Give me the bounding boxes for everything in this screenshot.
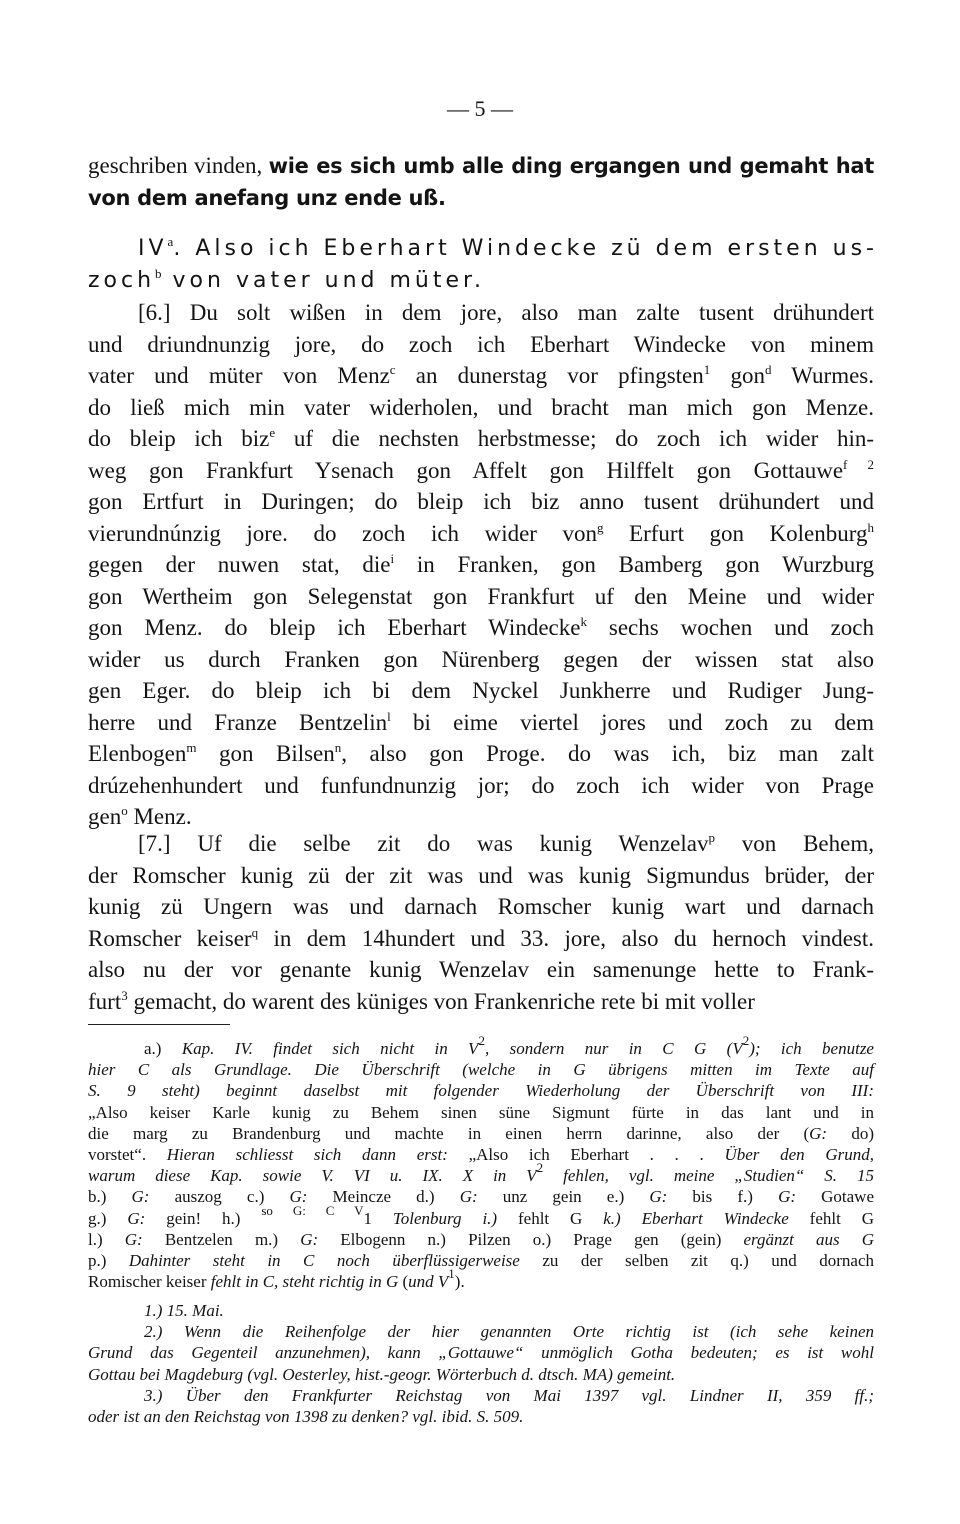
- text-segment: G:: [778, 1187, 797, 1207]
- text-segment: furt: [88, 988, 122, 1014]
- text-segment: „Also keiser Karle kunig zu Behem sinen süne Sigmunt fürte in das lant und in: [88, 1102, 874, 1122]
- text-segment: in Franken, gon Bamberg gon Wurzburg: [394, 552, 874, 577]
- text-segment: herre und Franze Bentzelin: [88, 709, 388, 735]
- text-segment: fehlen, vgl. meine „Studien“ S. 15: [543, 1166, 874, 1186]
- text-line: [88, 581, 874, 613]
- section-title: [88, 232, 878, 295]
- text-segment: sechs wochen und zoch: [586, 615, 874, 640]
- text-segment: vater und müter von Menz: [88, 363, 390, 388]
- text-line: [88, 549, 874, 581]
- text-segment: l.): [88, 1229, 125, 1249]
- text-segment: und driundnunzig jore, do zoch ich Eberhart Windecke von minem: [88, 331, 874, 357]
- text-segment: Menz.: [127, 804, 192, 829]
- note-marker: e: [269, 425, 276, 440]
- text-segment: also nu der vor genante kunig Wenzelav ein samenunge hette to Frank-: [88, 957, 874, 982]
- note-marker: 1: [703, 362, 711, 377]
- text-segment: fehlt G: [518, 1208, 583, 1228]
- text-line: [88, 675, 874, 707]
- text-line: [88, 1406, 874, 1427]
- text-line: [88, 1385, 874, 1406]
- text-segment: Grund das Gegenteil anzunehmen), kann „Gottauwe“ unmöglich Gotha bedeuten; es ist wohl: [88, 1343, 874, 1363]
- note-marker: d: [764, 362, 772, 377]
- text-line: [88, 1202, 874, 1229]
- text-line: [88, 707, 874, 739]
- text-segment: auszog c.): [149, 1187, 290, 1207]
- text-segment: Kap. IV. findet sich nicht in V: [181, 1039, 479, 1058]
- text-segment: do bleip ich biz: [88, 426, 270, 451]
- text-segment: der Romscher kunig zü der zit was und was kunig Sigmundus brüder, der: [88, 862, 874, 888]
- critical-apparatus: [88, 1033, 875, 1292]
- text-line: [88, 1300, 874, 1321]
- text-line: [88, 1144, 874, 1165]
- text-line: [88, 392, 874, 424]
- text-segment: G:: [809, 1123, 828, 1143]
- text-line: [88, 923, 874, 955]
- text-segment: drúzehenhundert und funfundnunzig jor; do zoch ich wider von Prage: [88, 772, 874, 798]
- note-marker: so G: C V: [261, 1202, 364, 1218]
- text-line: geschriben vinden, wie es sich umb alle ding ergangen und gemaht hat: [88, 153, 874, 178]
- text-line: [88, 329, 874, 361]
- text-segment: , sondern nur in C G (V: [484, 1039, 743, 1058]
- text-segment: bi eime viertel jores und zoch zu dem: [390, 709, 874, 735]
- text-line: [88, 360, 874, 392]
- text-segment: gon: [710, 363, 765, 388]
- text-line: [88, 1102, 874, 1123]
- text-line: [88, 486, 874, 518]
- note-marker: m: [186, 740, 197, 755]
- text-line: [88, 1364, 874, 1385]
- text-segment: gemacht, do warent des küniges von Frankenriche rete bi mit voller: [127, 988, 755, 1014]
- note-marker: 3: [121, 987, 128, 1003]
- note-marker: k: [580, 614, 587, 629]
- note-marker: 2: [478, 1033, 485, 1048]
- text-segment: ).: [454, 1272, 465, 1292]
- text-line: [88, 738, 874, 770]
- text-line: [88, 644, 874, 676]
- text-segment: wider us durch Franken gon Nürenberg gegen der wissen stat also: [88, 646, 874, 672]
- text-line: [88, 1033, 874, 1059]
- text-segment: ); ich benutze: [749, 1039, 874, 1058]
- text-line: [88, 1250, 874, 1271]
- text-segment: gegen der nuwen stat, die: [88, 552, 391, 577]
- text-line: [88, 828, 874, 860]
- text-segment: S. 9 steht) beginnt daselbst mit folgender Wiederholung der Überschrift von III:: [88, 1081, 874, 1101]
- text-segment: gon Menz. do bleip ich Eberhart Windecke: [88, 615, 581, 640]
- text-line: [88, 860, 874, 892]
- text-segment: b.): [88, 1187, 132, 1207]
- paragraph-6: [88, 297, 874, 833]
- text-segment: Tolenburg i.): [371, 1208, 518, 1228]
- text-line: [88, 1321, 874, 1342]
- note-marker: c: [389, 362, 396, 377]
- text-segment: Elenbogen: [88, 741, 187, 766]
- text-line: [88, 1080, 874, 1101]
- text-segment: vorstet“.: [88, 1144, 167, 1164]
- text-segment: uf die nechsten herbstmesse; do zoch ich wider hin-: [275, 426, 874, 451]
- text-segment: Romscher keiser: [88, 925, 252, 951]
- text-segment: Romischer keiser: [88, 1272, 211, 1292]
- text-segment: G:: [459, 1187, 478, 1207]
- text-segment: Bentzelen m.): [142, 1229, 301, 1249]
- note-marker: l: [387, 708, 391, 724]
- note-marker: g: [597, 519, 604, 535]
- text-segment: Meincze d.): [307, 1187, 460, 1207]
- text-line: $IV^a$. Also ich Eberhart Windecke zü dem ersten us-: [138, 234, 878, 261]
- text-segment: gon Wertheim gon Selegenstat gon Frankfurt uf den Meine und wider: [88, 583, 874, 609]
- paragraph-7: [88, 828, 874, 1017]
- text-segment: hier C als Grundlage. Die Überschrift (welche in G übrigens mitten im Texte auf: [88, 1060, 874, 1080]
- text-line: [88, 891, 874, 923]
- text-segment: [7.] Uf die selbe zit do was kunig Wenzelav: [138, 831, 709, 856]
- footnote-divider: [88, 1024, 230, 1025]
- note-marker: f 2: [843, 456, 874, 472]
- text-segment: fehlt in C, steht richtig in G: [210, 1272, 399, 1292]
- text-segment: Über den Grund,: [724, 1144, 874, 1164]
- note-marker: i: [390, 551, 395, 566]
- text-segment: warum diese Kap. sowie V. VI u. IX. X in V: [88, 1166, 537, 1186]
- note-marker: q: [251, 924, 259, 940]
- text-segment: Hieran schliesst sich dann erst:: [166, 1144, 448, 1164]
- text-line: [88, 1160, 874, 1186]
- text-segment: gon Bilsen: [196, 741, 335, 766]
- text-segment: G:: [127, 1208, 146, 1228]
- text-line: [88, 1342, 874, 1363]
- text-segment: Elbogenn n.) Pilzen o.) Prage gen (gein): [318, 1229, 744, 1249]
- text-segment: Wurmes.: [771, 363, 874, 388]
- text-segment: „Also ich Eberhart . . .: [447, 1144, 725, 1164]
- text-segment: G:: [289, 1187, 308, 1207]
- text-segment: g.): [88, 1208, 128, 1228]
- text-line: [88, 1123, 874, 1144]
- note-marker: o: [121, 803, 128, 818]
- text-segment: G:: [124, 1229, 143, 1249]
- note-marker: 2: [536, 1160, 544, 1176]
- text-segment: Gotawe: [796, 1187, 875, 1207]
- footnotes: [88, 1300, 874, 1427]
- text-line: [88, 423, 874, 455]
- text-segment: in dem 14hundert und 33. jore, also du hernoch vindest.: [258, 925, 874, 951]
- text-line: [88, 612, 874, 644]
- note-marker: p: [708, 830, 715, 845]
- text-segment: G:: [300, 1229, 319, 1249]
- text-segment: , also gon Proge. do was ich, biz man zalt: [341, 741, 874, 766]
- text-segment: a.): [144, 1039, 182, 1058]
- note-marker: 2: [742, 1033, 750, 1048]
- text-segment: von Behem,: [714, 831, 874, 856]
- note-marker: n: [334, 740, 342, 755]
- text-line: [88, 770, 874, 802]
- text-segment: gen: [88, 804, 122, 829]
- text-segment: G:: [131, 1187, 150, 1207]
- text-segment: vierundnúnzig jore. do zoch ich wider von: [88, 520, 597, 546]
- text-segment: weg gon Frankfurt Ysenach gon Affelt gon Hilffelt gon Gottauwe: [88, 457, 844, 483]
- text-segment: [6.] Du solt wißen in dem jore, also man zalte tusent drühundert: [138, 300, 874, 325]
- text-segment: 3.) Über den Frankfurter Reichstag von Mai 1397 vgl. Lindner II, 359 ff.;: [144, 1385, 874, 1405]
- text-segment: Gottau bei Magdeburg (vgl. Oesterley, hist.-geogr. Wörterbuch d. dtsch. MA) gemeint.: [88, 1364, 676, 1384]
- page-number: — 5 —: [447, 96, 513, 121]
- text-segment: 1: [363, 1208, 372, 1228]
- note-marker: h: [867, 519, 874, 535]
- text-line: [88, 1059, 874, 1080]
- text-segment: und V: [408, 1272, 449, 1292]
- text-line: zoch$^b$ von vater und müter.: [88, 265, 486, 293]
- text-segment: zu der selben zit q.) und dornach: [519, 1250, 874, 1270]
- text-line: [88, 297, 874, 329]
- note-marker: 1: [448, 1266, 455, 1282]
- text-segment: oder ist an den Reichstag von 1398 zu denken? vgl. ibid. S. 509.: [88, 1406, 524, 1426]
- text-segment: do ließ mich min vater widerholen, und bracht man mich gon Menze.: [88, 394, 874, 420]
- text-segment: 1.) 15. Mai.: [144, 1301, 224, 1320]
- text-segment: Dahinter steht in C noch überflüssigerweise: [128, 1250, 520, 1270]
- text-line: von dem anefang unz ende uß.: [88, 185, 446, 210]
- text-segment: 2.) Wenn die Reihenfolge der hier genannten Orte richtig ist (ich sehe keinen: [144, 1322, 874, 1342]
- text-segment: gon Ertfurt in Duringen; do bleip ich biz anno tusent drühundert und: [88, 489, 874, 514]
- text-segment: ergänzt aus G: [743, 1229, 874, 1249]
- text-segment: kunig zü Ungern was und darnach Romscher kunig wart und darnach: [88, 894, 874, 919]
- text-segment: gen Eger. do bleip ich bi dem Nyckel Junkherre und Rudiger Jung-: [88, 678, 874, 703]
- text-segment: G:: [649, 1187, 668, 1207]
- text-segment: p.): [88, 1250, 129, 1270]
- text-line: [88, 1266, 874, 1292]
- text-line: [88, 455, 874, 487]
- text-line: [88, 1229, 874, 1250]
- text-line: [88, 986, 874, 1018]
- text-line: [88, 1186, 874, 1207]
- heading-continuation: [88, 150, 874, 213]
- text-segment: unz gein e.): [477, 1187, 650, 1207]
- text-segment: bis f.): [667, 1187, 779, 1207]
- text-segment: do): [827, 1123, 874, 1143]
- text-segment: gein! h.): [145, 1208, 262, 1228]
- text-line: [88, 954, 874, 986]
- text-segment: (: [398, 1272, 409, 1292]
- text-segment: k.) Eberhart Windecke: [582, 1208, 810, 1228]
- text-line: [88, 518, 874, 550]
- text-segment: an dunerstag vor pfingsten: [395, 363, 704, 388]
- text-segment: Erfurt gon Kolenburg: [603, 520, 868, 546]
- text-segment: fehlt G: [809, 1208, 874, 1228]
- text-segment: die marg zu Brandenburg und machte in einen herrn darinne, also der (: [88, 1123, 810, 1143]
